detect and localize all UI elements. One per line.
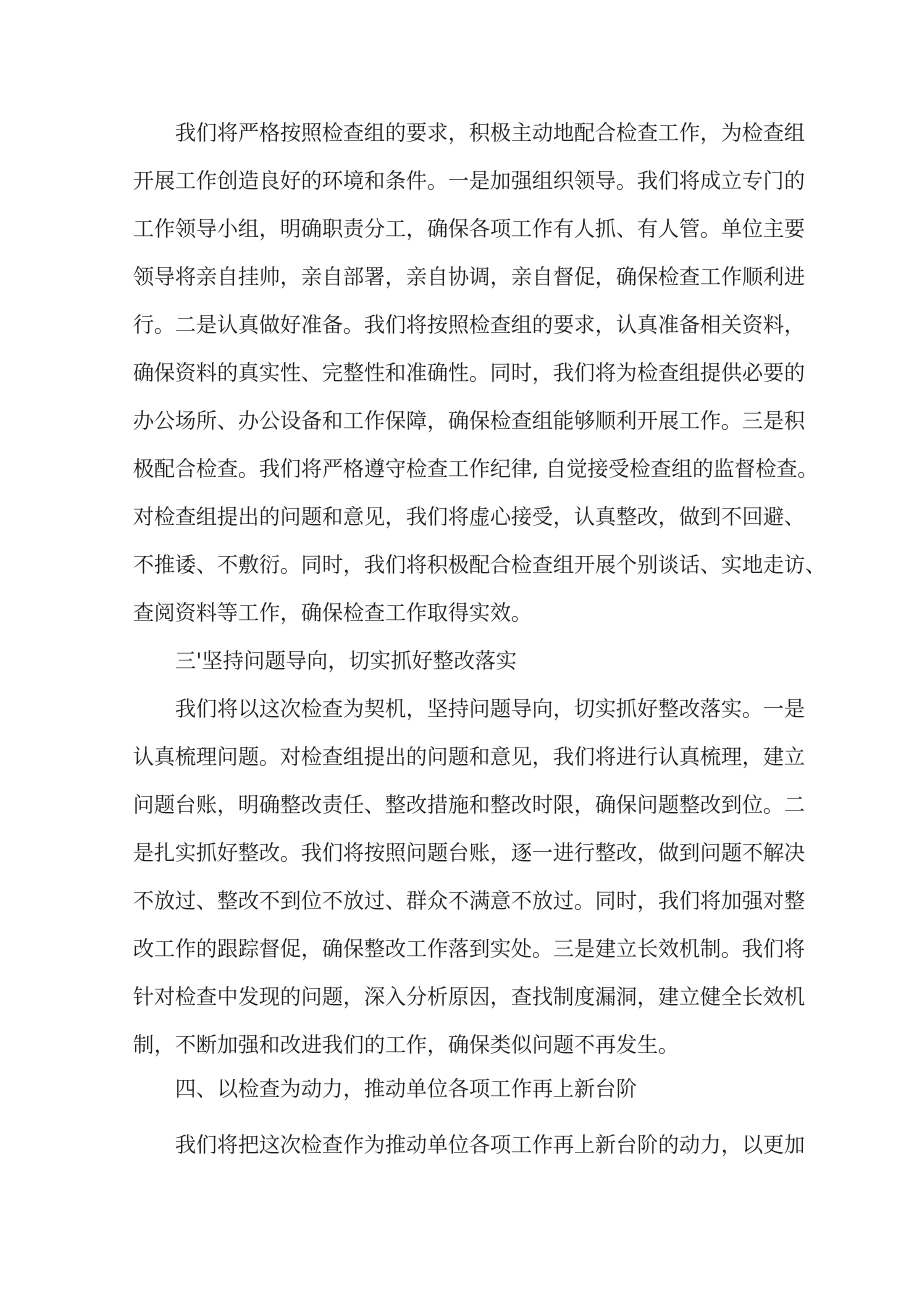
- paragraph-3-line-1: 我们将把这次检查作为推动单位各项工作再上新台阶的动力，以更加: [175, 1133, 805, 1157]
- paragraph-1-line-9: 对检查组提出的问题和意见，我们将虚心接受，认真整改，做到不回避、: [133, 505, 805, 529]
- paragraph-2-line-6: 改工作的跟踪督促，确保整改工作落到实处。三是建立长效机制。我们将: [133, 937, 805, 961]
- paragraph-1-line-3: 工作领导小组，明确职责分工，确保各项工作有人抓、有人管。单位主要: [133, 217, 805, 241]
- paragraph-2-line-4: 是扎实抓好整改。我们将按照问题台账，逐一进行整改，做到问题不解决: [133, 841, 805, 865]
- paragraph-2-line-1: 我们将以这次检查为契机，坚持问题导向，切实抓好整改落实。一是: [175, 697, 805, 721]
- paragraph-1-line-8: 极配合检查。我们将严格遵守检查工作纪律, 自觉接受检查组的监督检查。: [133, 457, 819, 481]
- paragraph-2-line-8: 制，不断加强和改进我们的工作，确保类似问题不再发生。: [133, 1033, 679, 1057]
- paragraph-1-line-7: 办公场所、办公设备和工作保障，确保检查组能够顺利开展工作。三是积: [133, 409, 805, 433]
- paragraph-1-line-10: 不推诿、不敷衍。同时，我们将积极配合检查组开展个别谈话、实地走访、: [133, 553, 826, 577]
- paragraph-2-line-3: 问题台账，明确整改责任、整改措施和整改时限，确保问题整改到位。二: [133, 793, 805, 817]
- paragraph-1-line-2: 开展工作创造良好的环境和条件。一是加强组织领导。我们将成立专门的: [133, 169, 805, 193]
- paragraph-2-line-2: 认真梳理问题。对检查组提出的问题和意见，我们将进行认真梳理，建立: [133, 745, 805, 769]
- section-heading-4: 四、以检查为动力，推动单位各项工作再上新台阶: [175, 1077, 637, 1101]
- paragraph-1-line-5: 行。二是认真做好准备。我们将按照检查组的要求，认真准备相关资料，: [133, 313, 805, 337]
- paragraph-1-line-1: 我们将严格按照检查组的要求，积极主动地配合检查工作，为检查组: [175, 121, 805, 145]
- paragraph-2-line-5: 不放过、整改不到位不放过、群众不满意不放过。同时，我们将加强对整: [133, 889, 805, 913]
- paragraph-2-line-7: 针对检查中发现的问题，深入分析原因，查找制度漏洞，建立健全长效机: [133, 985, 805, 1009]
- paragraph-1-line-4: 领导将亲自挂帅，亲自部署，亲自协调，亲自督促，确保检查工作顺利进: [133, 265, 805, 289]
- section-heading-3: 三'坚持问题导向，切实抓好整改落实: [175, 649, 517, 673]
- paragraph-1-line-6: 确保资料的真实性、完整性和准确性。同时，我们将为检查组提供必要的: [133, 361, 805, 385]
- paragraph-1-line-11: 查阅资料等工作，确保检查工作取得实效。: [133, 601, 532, 625]
